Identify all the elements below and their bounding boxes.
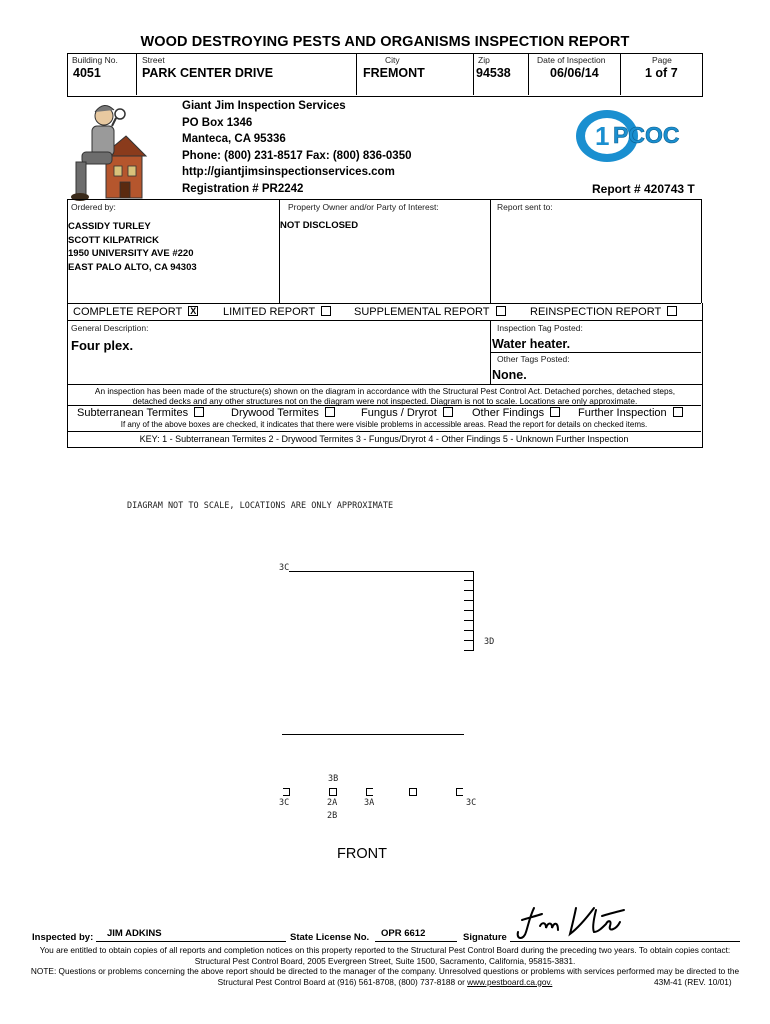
reinspection-report-option[interactable]: [530, 306, 677, 318]
ordered-by: [68, 220, 197, 274]
ordered-by-line: CASSIDY TURLEY: [68, 221, 151, 232]
further-inspection-option[interactable]: [578, 407, 683, 419]
street-label: Street: [142, 55, 165, 65]
diagram-wall-top: [289, 571, 473, 572]
complete-report-label: COMPLETE REPORT: [73, 306, 183, 318]
notice-copies: You are entitled to obtain copies of all reports and completion notices on this property reported to the Structural Pest Control Board during the preceding two years. To obtain copies contact: Structural Pest Control Board, 2005 Evergreen Street, Suite 1500, Sacramento, California, 95815-3831.: [39, 945, 731, 966]
reinspection-report-checkbox[interactable]: [667, 306, 677, 316]
city: FREMONT: [363, 66, 425, 80]
company-phone: Phone: (800) 231-8517 Fax: (800) 836-0350: [182, 149, 412, 162]
building-no: 4051: [73, 66, 101, 80]
sent-to-label: Report sent to:: [497, 202, 553, 212]
limited-report-option[interactable]: [223, 306, 331, 318]
diagram-wall-right: [473, 571, 474, 651]
building-no-label: Building No.: [72, 55, 118, 65]
ordered-by-label: Ordered by:: [71, 202, 116, 212]
company-registration: Registration # PR2242: [182, 182, 304, 195]
company-info: [182, 98, 411, 197]
pcoc-logo-text: PCOC: [613, 122, 680, 148]
notice-questions-text: NOTE: Questions or problems concerning the above report should be directed to the manager of the company. Unresolved questions or problems with services performed may be directed to the Structural Pest Control Board at (916) 561-8708, (800) 737-8188 or: [30, 966, 740, 987]
other-tags-label: Other Tags Posted:: [497, 354, 570, 364]
diagram-label-3d: 3D: [484, 637, 495, 647]
further-inspection-checkbox[interactable]: [673, 407, 683, 417]
date-label: Date of Inspection: [537, 55, 606, 65]
page-number: 1 of 7: [645, 66, 678, 80]
company-address1: PO Box 1346: [182, 116, 253, 129]
company-mascot-logo: [68, 96, 150, 204]
zip-label: Zip: [478, 55, 490, 65]
limited-report-checkbox[interactable]: [321, 306, 331, 316]
supplemental-report-checkbox[interactable]: [496, 306, 506, 316]
fungus-option[interactable]: [361, 407, 453, 419]
notice-questions: [29, 966, 741, 987]
other-findings-checkbox[interactable]: [550, 407, 560, 417]
ordered-by-line: EAST PALO ALTO, CA 94303: [68, 261, 197, 273]
company-address2: Manteca, CA 95336: [182, 133, 286, 145]
diagram-label-3c-top: 3C: [279, 563, 290, 573]
diagram-marker: [456, 788, 463, 796]
fungus-checkbox[interactable]: [443, 407, 453, 417]
diagram-marker: [283, 788, 290, 796]
license-number: OPR 6612: [381, 928, 426, 939]
inspected-by-label: Inspected by:: [32, 932, 94, 943]
diagram-label-3c-right: 3C: [466, 798, 477, 808]
street: PARK CENTER DRIVE: [142, 66, 274, 80]
other-findings-label: Other Findings: [472, 407, 545, 419]
diagram-wall-lower: [282, 734, 464, 735]
drywood-option[interactable]: [231, 407, 335, 419]
subterranean-checkbox[interactable]: [194, 407, 204, 417]
pestboard-link[interactable]: www.pestboard.ca.gov.: [467, 976, 553, 987]
inspection-date: 06/06/14: [550, 66, 599, 80]
city-label: City: [385, 55, 400, 65]
key-legend: KEY: 1 - Subterranean Termites 2 - Drywood Termites 3 - Fungus/Dryrot 4 - Other Findings 5 - Unknown Further Inspection: [139, 434, 629, 444]
subterranean-option[interactable]: [77, 407, 204, 419]
diagram-label-2a: 2A: [327, 798, 338, 808]
complete-report-option[interactable]: [73, 306, 198, 318]
diagram-marker: [366, 788, 373, 796]
further-inspection-label: Further Inspection: [578, 407, 667, 419]
supplemental-report-option[interactable]: [354, 306, 506, 318]
inspection-tag-label: Inspection Tag Posted:: [497, 323, 583, 333]
form-number: 43M-41 (REV. 10/01): [654, 977, 732, 987]
front-label: FRONT: [337, 846, 387, 862]
reinspection-report-label: REINSPECTION REPORT: [530, 306, 662, 318]
diagram-note: DIAGRAM NOT TO SCALE, LOCATIONS ARE ONLY APPROXIMATE: [127, 501, 394, 511]
report-type-row: [73, 306, 198, 318]
general-description: Four plex.: [71, 338, 134, 353]
supplemental-report-label: SUPPLEMENTAL REPORT: [354, 306, 490, 318]
pcoc-logo: [573, 105, 688, 167]
owner: NOT DISCLOSED: [280, 220, 359, 231]
report-number: Report # 420743 T: [592, 182, 695, 196]
diagram-label-3c-left: 3C: [279, 798, 290, 808]
zip: 94538: [476, 66, 511, 80]
inspector-signature: [512, 902, 632, 944]
inspection-statement: An inspection has been made of the structure(s) shown on the diagram in accordance with the Structural Pest Control Act. Detached porches, detached steps, detached decks and any other structures not on the diagram were not inspected. Diagram is not to scale. Locations are only approximate.: [94, 386, 676, 406]
diagram-label-3a: 3A: [364, 798, 375, 808]
limited-report-label: LIMITED REPORT: [223, 306, 316, 318]
diagram-label-3b: 3B: [328, 774, 339, 784]
report-title: WOOD DESTROYING PESTS AND ORGANISMS INSPECTION REPORT: [140, 34, 630, 50]
diagram-marker: [329, 788, 337, 796]
signature-label: Signature: [463, 932, 507, 943]
inspection-tag: Water heater.: [492, 337, 571, 351]
findings-row: [77, 407, 204, 419]
complete-report-checkbox[interactable]: X: [190, 306, 197, 317]
owner-label: Property Owner and/or Party of Interest:: [288, 202, 439, 212]
ordered-by-line: 1950 UNIVERSITY AVE #220: [68, 248, 194, 259]
diagram-marker: [409, 788, 417, 796]
findings-note: If any of the above boxes are checked, it indicates that there were visible problems in accessible areas. Read the report for details on checked items.: [120, 420, 648, 429]
general-description-label: General Description:: [71, 323, 149, 333]
subterranean-label: Subterranean Termites: [77, 407, 189, 419]
drywood-checkbox[interactable]: [325, 407, 335, 417]
license-label: State License No.: [290, 932, 370, 943]
other-findings-option[interactable]: [472, 407, 560, 419]
page-label: Page: [652, 55, 672, 65]
drywood-label: Drywood Termites: [231, 407, 319, 419]
ordered-by-line: SCOTT KILPATRICK: [68, 234, 159, 246]
company-name: Giant Jim Inspection Services: [182, 100, 346, 112]
fungus-label: Fungus / Dryrot: [361, 407, 437, 419]
company-website: http://giantjimsinspectionservices.com: [182, 166, 395, 178]
inspected-by: JIM ADKINS: [107, 928, 162, 939]
other-tags: None.: [492, 368, 527, 382]
pcoc-logo-prefix: 1: [595, 121, 610, 151]
diagram-label-2b: 2B: [327, 811, 338, 821]
